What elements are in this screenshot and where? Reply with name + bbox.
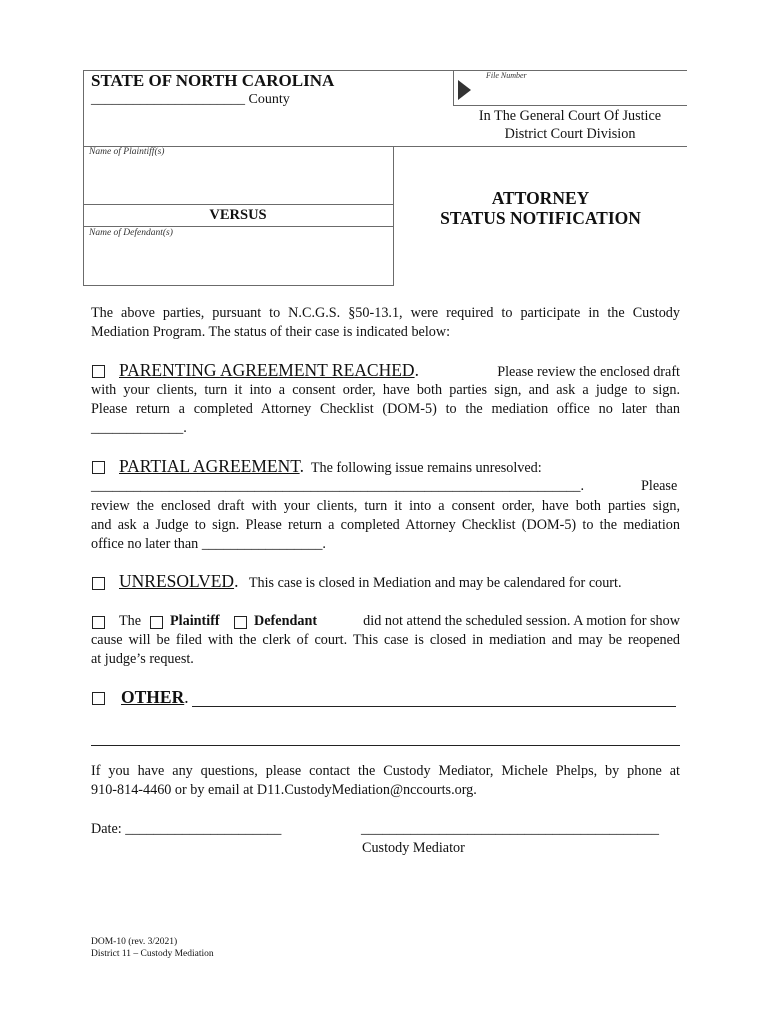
plaintiff-field[interactable] — [86, 160, 390, 202]
partial-agreement-line-4: and ask a Judge to sign. Please return a completed Attorney Checklist (DOM-5) to the mediation — [91, 517, 680, 533]
caption-bottom-rule — [83, 285, 394, 286]
unresolved-text: This case is closed in Mediation and may be calendared for court. — [248, 575, 622, 591]
court-heading — [453, 107, 687, 143]
unresolved-line — [119, 571, 622, 592]
versus-top-rule — [83, 204, 393, 205]
no-show-line-3: at judge’s request. — [91, 651, 194, 667]
date-blank[interactable]: ______________________ — [125, 821, 282, 837]
parenting-agreement-heading: PARENTING AGREEMENT REACHED — [119, 360, 415, 380]
form-title-line-2: STATUS NOTIFICATION — [440, 208, 641, 228]
caption-top-rule — [83, 146, 687, 147]
footer-form-id: DOM-10 (rev. 3/2021) — [91, 937, 178, 947]
defendant-label: Name of Defendant(s) — [89, 228, 173, 238]
court-line-2: District Court Division — [504, 126, 636, 142]
state-title: STATE OF NORTH CAROLINA — [91, 71, 335, 90]
county-line — [91, 92, 290, 108]
plaintiff-option-label: Plaintiff — [170, 613, 220, 629]
partial-agreement-please: Please — [641, 478, 678, 494]
other-heading-line — [121, 687, 189, 708]
defendant-checkbox[interactable] — [234, 616, 247, 629]
no-show-line-1: did not attend the scheduled session. A motion for show — [363, 613, 680, 629]
partial-agreement-line-3: review the enclosed draft with your clients, turn it into a consent order, have both parties sign, — [91, 498, 680, 514]
partial-agreement-line-1: The following issue remains unresolved: — [310, 460, 542, 476]
header-left-rule — [83, 70, 84, 285]
mediator-signature-blank[interactable]: __________________________________________ — [361, 821, 659, 837]
footer — [91, 936, 214, 960]
form-title — [394, 188, 687, 228]
parenting-agreement-period: . — [414, 360, 419, 380]
parenting-agreement-line-1: Please review the enclosed draft — [497, 364, 680, 380]
date-label: Date: — [91, 821, 122, 837]
court-line-1: In The General Court Of Justice — [478, 108, 662, 124]
file-box-bottom-rule — [453, 105, 687, 106]
intro-line-2: Mediation Program. The status of their case is indicated below: — [91, 324, 451, 340]
file-number-arrow-icon — [458, 80, 471, 100]
partial-agreement-heading: PARTIAL AGREEMENT — [119, 456, 300, 476]
plaintiff-label: Name of Plaintiff(s) — [89, 147, 165, 157]
defendant-option-label: Defendant — [254, 613, 318, 629]
intro-paragraph — [91, 304, 680, 342]
contact-line-1: If you have any questions, please contact the Custody Mediator, Michele Phelps, by phone at — [91, 763, 680, 779]
contact-line-2: 910-814-4460 or by email at D11.CustodyMediation@nccourts.org. — [91, 782, 477, 798]
intro-line-1: The above parties, pursuant to N.C.G.S. §50-13.1, were required to participate in the Custody — [91, 305, 680, 321]
other-blank-line-2[interactable] — [91, 745, 680, 746]
partial-agreement-body — [91, 497, 680, 554]
file-number-field[interactable] — [475, 80, 680, 100]
partial-agreement-first-line — [119, 456, 542, 477]
unresolved-heading: UNRESOLVED — [119, 571, 235, 591]
other-period: . — [184, 687, 189, 707]
contact-paragraph — [91, 762, 680, 800]
mediator-label: Custody Mediator — [362, 840, 465, 856]
other-checkbox[interactable] — [92, 692, 105, 705]
partial-agreement-period: . — [299, 456, 304, 476]
no-show-the: The — [119, 613, 142, 629]
parenting-agreement-first-line — [119, 360, 680, 381]
unresolved-checkbox[interactable] — [92, 577, 105, 590]
county-label: County — [248, 92, 290, 107]
date-line — [91, 821, 281, 838]
file-number-label: File Number — [486, 71, 527, 80]
partial-agreement-line-5[interactable]: office no later than _________________. — [91, 536, 326, 552]
versus-label: VERSUS — [209, 207, 267, 223]
parenting-agreement-line-3: Please return a completed Attorney Checklist (DOM-5) to the mediation office no later than — [91, 401, 680, 417]
versus-bottom-rule — [83, 226, 393, 227]
partial-agreement-checkbox[interactable] — [92, 461, 105, 474]
parenting-agreement-body — [91, 381, 680, 438]
plaintiff-checkbox[interactable] — [150, 616, 163, 629]
file-box-left-rule — [453, 70, 454, 105]
no-show-first-line — [254, 613, 680, 630]
partial-agreement-issue-blank[interactable]: _____________________________________________________________________. — [91, 478, 585, 494]
form-title-line-1: ATTORNEY — [491, 188, 590, 208]
parenting-agreement-checkbox[interactable] — [92, 365, 105, 378]
footer-district: District 11 – Custody Mediation — [91, 949, 214, 959]
no-show-body — [91, 631, 680, 669]
parenting-agreement-date-blank[interactable]: _____________. — [91, 420, 187, 436]
unresolved-period: . — [234, 571, 239, 591]
defendant-field[interactable] — [86, 241, 390, 283]
other-blank-line-1[interactable] — [192, 706, 676, 707]
county-blank[interactable]: ______________________ — [91, 92, 245, 107]
parenting-agreement-line-2: with your clients, turn it into a consent order, have both parties sign, and ask a judge to sign. — [91, 382, 680, 398]
no-show-line-2: cause will be filed with the clerk of court. This case is closed in mediation and may be reopened — [91, 632, 680, 648]
other-heading: OTHER — [121, 687, 185, 707]
no-show-checkbox[interactable] — [92, 616, 105, 629]
